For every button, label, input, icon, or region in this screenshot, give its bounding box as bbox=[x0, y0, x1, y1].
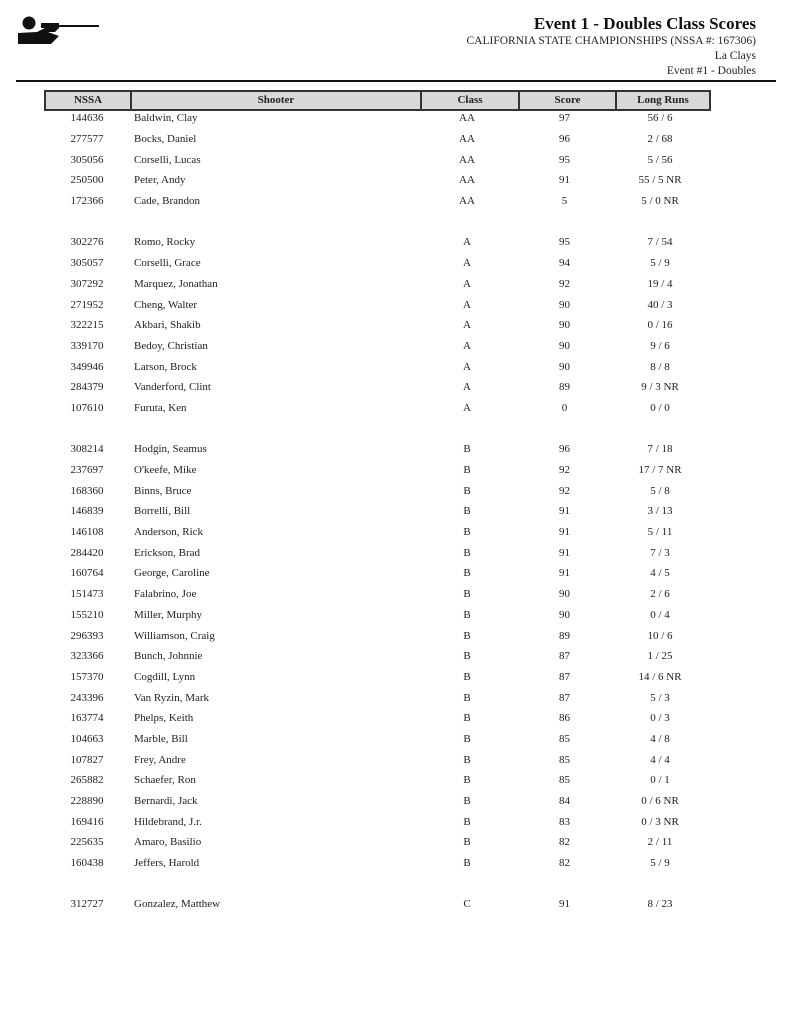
score-cell: 5 bbox=[561, 195, 568, 208]
nssa-cell: 284379 bbox=[70, 381, 104, 394]
shooter-cell: Akbari, Shakib bbox=[134, 319, 201, 332]
nssa-cell: 163774 bbox=[70, 712, 104, 725]
group-spacer bbox=[44, 418, 711, 439]
long-runs-cell: 8 / 8 bbox=[650, 360, 670, 373]
shooter-cell: Marquez, Jonathan bbox=[134, 277, 218, 290]
long-runs-cell: 5 / 56 bbox=[647, 153, 673, 166]
table-row bbox=[44, 749, 711, 770]
score-cell: 91 bbox=[559, 505, 570, 518]
class-cell: B bbox=[463, 691, 471, 704]
nssa-cell: 308214 bbox=[70, 443, 104, 456]
nssa-cell: 151473 bbox=[70, 588, 104, 601]
nssa-cell: 339170 bbox=[70, 339, 104, 352]
table-row bbox=[44, 605, 711, 626]
long-runs-cell: 8 / 23 bbox=[647, 898, 673, 911]
table-row bbox=[44, 460, 711, 481]
table-row bbox=[44, 191, 711, 212]
score-cell: 96 bbox=[559, 443, 570, 456]
score-cell: 91 bbox=[559, 546, 570, 559]
table-row bbox=[44, 811, 711, 832]
long-runs-cell: 14 / 6 NR bbox=[638, 670, 682, 683]
score-cell: 95 bbox=[559, 236, 570, 249]
nssa-cell: 237697 bbox=[70, 464, 104, 477]
class-cell: AA bbox=[459, 112, 475, 125]
shooter-cell: Frey, Andre bbox=[134, 753, 186, 766]
score-cell: 90 bbox=[559, 588, 570, 601]
scores-table-body bbox=[44, 108, 711, 915]
long-runs-cell: 2 / 6 bbox=[650, 588, 670, 601]
nssa-cell: 277577 bbox=[70, 133, 104, 146]
shooter-cell: Larson, Brock bbox=[134, 360, 197, 373]
shooter-cell: Binns, Bruce bbox=[134, 484, 192, 497]
nssa-cell: 305056 bbox=[70, 153, 104, 166]
shooter-cell: Bedoy, Christian bbox=[134, 339, 208, 352]
shooter-cell: Corselli, Lucas bbox=[134, 153, 201, 166]
club-name: La Clays bbox=[714, 50, 756, 62]
shooter-cell: Phelps, Keith bbox=[134, 712, 194, 725]
nssa-cell: 265882 bbox=[70, 774, 104, 787]
shooter-cell: Bocks, Daniel bbox=[134, 133, 197, 146]
table-row bbox=[44, 522, 711, 543]
long-runs-cell: 2 / 11 bbox=[647, 836, 673, 849]
table-row bbox=[44, 708, 711, 729]
long-runs-cell: 7 / 54 bbox=[647, 236, 673, 249]
shooter-cell: O'keefe, Mike bbox=[134, 464, 197, 477]
nssa-cell: 107827 bbox=[70, 753, 104, 766]
class-cell: B bbox=[463, 443, 471, 456]
table-row bbox=[44, 294, 711, 315]
report-header bbox=[467, 14, 757, 79]
nssa-cell: 146839 bbox=[70, 505, 104, 518]
column-header-shooter: Shooter bbox=[130, 92, 420, 109]
class-cell: B bbox=[463, 608, 471, 621]
table-row bbox=[44, 377, 711, 398]
shooter-cell: Miller, Murphy bbox=[134, 608, 202, 621]
nssa-cell: 250500 bbox=[70, 174, 104, 187]
long-runs-cell: 4 / 4 bbox=[650, 753, 670, 766]
shooter-cell: Borrelli, Bill bbox=[134, 505, 191, 518]
long-runs-cell: 2 / 68 bbox=[647, 133, 673, 146]
shooter-cell: Bunch, Johnnie bbox=[134, 650, 203, 663]
table-row bbox=[44, 274, 711, 295]
score-cell: 92 bbox=[559, 464, 570, 477]
shooter-cell: Cade, Brandon bbox=[134, 195, 200, 208]
long-runs-cell: 4 / 5 bbox=[650, 567, 670, 580]
table-row bbox=[44, 108, 711, 129]
score-cell: 85 bbox=[559, 774, 570, 787]
nssa-cell: 168360 bbox=[70, 484, 104, 497]
class-cell: A bbox=[463, 257, 471, 270]
score-cell: 91 bbox=[559, 526, 570, 539]
long-runs-cell: 0 / 0 bbox=[650, 401, 670, 414]
long-runs-cell: 0 / 3 NR bbox=[641, 815, 679, 828]
nssa-cell: 271952 bbox=[70, 298, 104, 311]
class-cell: A bbox=[463, 360, 471, 373]
shooter-cell: Furuta, Ken bbox=[134, 401, 187, 414]
shooter-cell: Corselli, Grace bbox=[134, 257, 201, 270]
group-spacer bbox=[44, 211, 711, 232]
score-cell: 89 bbox=[559, 381, 570, 394]
long-runs-cell: 5 / 9 bbox=[650, 857, 670, 870]
score-cell: 95 bbox=[559, 153, 570, 166]
table-row bbox=[44, 439, 711, 460]
nssa-cell: 349946 bbox=[70, 360, 104, 373]
class-cell: B bbox=[463, 857, 471, 870]
long-runs-cell: 56 / 6 bbox=[647, 112, 673, 125]
shooter-cell: Cheng, Walter bbox=[134, 298, 198, 311]
score-cell: 87 bbox=[559, 670, 570, 683]
score-cell: 90 bbox=[559, 608, 570, 621]
score-cell: 86 bbox=[559, 712, 570, 725]
class-cell: B bbox=[463, 588, 471, 601]
long-runs-cell: 0 / 3 bbox=[650, 712, 670, 725]
report-title: Event 1 - Doubles Class Scores bbox=[533, 14, 756, 33]
shooter-cell: Anderson, Rick bbox=[134, 526, 204, 539]
column-header-class: Class bbox=[420, 92, 518, 109]
score-cell: 94 bbox=[559, 257, 570, 270]
long-runs-cell: 5 / 3 bbox=[650, 691, 670, 704]
score-cell: 84 bbox=[559, 795, 570, 808]
long-runs-cell: 4 / 8 bbox=[650, 732, 670, 745]
column-header-score: Score bbox=[518, 92, 615, 109]
score-cell: 87 bbox=[559, 691, 570, 704]
score-cell: 91 bbox=[559, 898, 570, 911]
long-runs-cell: 17 / 7 NR bbox=[638, 464, 682, 477]
class-cell: B bbox=[463, 836, 471, 849]
shooter-cell: Van Ryzin, Mark bbox=[134, 691, 210, 704]
score-cell: 92 bbox=[559, 277, 570, 290]
table-row bbox=[44, 832, 711, 853]
header-divider bbox=[16, 80, 776, 82]
nssa-cell: 305057 bbox=[70, 257, 104, 270]
score-cell: 85 bbox=[559, 753, 570, 766]
class-cell: A bbox=[463, 236, 471, 249]
shooter-cell: George, Caroline bbox=[134, 567, 210, 580]
table-row bbox=[44, 667, 711, 688]
table-row bbox=[44, 232, 711, 253]
shooter-cell: Jeffers, Harold bbox=[134, 857, 200, 870]
championship-name: CALIFORNIA STATE CHAMPIONSHIPS (NSSA #: 167306) bbox=[466, 35, 756, 47]
table-row bbox=[44, 501, 711, 522]
shooter-cell: Erickson, Brad bbox=[134, 546, 200, 559]
event-name: Event #1 - Doubles bbox=[666, 65, 756, 77]
nssa-cell: 172366 bbox=[70, 195, 104, 208]
shooter-cell: Bernardi, Jack bbox=[134, 795, 198, 808]
nssa-cell: 107610 bbox=[70, 401, 104, 414]
nssa-cell: 312727 bbox=[70, 898, 104, 911]
class-cell: A bbox=[463, 277, 471, 290]
column-header-nssa: NSSA bbox=[73, 94, 103, 106]
class-cell: B bbox=[463, 484, 471, 497]
score-cell: 82 bbox=[559, 836, 570, 849]
nssa-cell: 144636 bbox=[70, 112, 104, 125]
class-cell: B bbox=[463, 670, 471, 683]
table-row bbox=[44, 687, 711, 708]
class-cell: A bbox=[463, 381, 471, 394]
class-cell: A bbox=[463, 319, 471, 332]
score-cell: 96 bbox=[559, 133, 570, 146]
score-cell: 92 bbox=[559, 484, 570, 497]
long-runs-cell: 9 / 6 bbox=[650, 339, 670, 352]
class-cell: AA bbox=[459, 174, 475, 187]
table-row bbox=[44, 894, 711, 915]
shooter-cell: Amaro, Basilio bbox=[134, 836, 202, 849]
long-runs-cell: 5 / 9 bbox=[650, 257, 670, 270]
nssa-cell: 160438 bbox=[70, 857, 104, 870]
table-row bbox=[44, 729, 711, 750]
long-runs-cell: 0 / 6 NR bbox=[641, 795, 679, 808]
group-spacer bbox=[44, 873, 711, 894]
class-cell: B bbox=[463, 567, 471, 580]
long-runs-cell: 0 / 16 bbox=[647, 319, 673, 332]
long-runs-cell: 5 / 0 NR bbox=[641, 195, 679, 208]
nssa-cell: 225635 bbox=[70, 836, 104, 849]
long-runs-cell: 1 / 25 bbox=[647, 650, 673, 663]
score-cell: 87 bbox=[559, 650, 570, 663]
table-row bbox=[44, 170, 711, 191]
class-cell: B bbox=[463, 629, 471, 642]
class-cell: B bbox=[463, 650, 471, 663]
score-cell: 90 bbox=[559, 298, 570, 311]
nssa-cell: 302276 bbox=[70, 236, 104, 249]
class-cell: AA bbox=[459, 153, 475, 166]
table-row bbox=[44, 770, 711, 791]
table-row bbox=[44, 356, 711, 377]
long-runs-cell: 9 / 3 NR bbox=[641, 381, 679, 394]
nssa-cell: 322215 bbox=[70, 319, 104, 332]
class-cell: B bbox=[463, 795, 471, 808]
class-cell: B bbox=[463, 526, 471, 539]
table-row bbox=[44, 480, 711, 501]
long-runs-cell: 5 / 11 bbox=[647, 526, 673, 539]
long-runs-cell: 3 / 13 bbox=[647, 505, 673, 518]
nssa-cell: 160764 bbox=[70, 567, 104, 580]
long-runs-cell: 5 / 8 bbox=[650, 484, 670, 497]
class-cell: B bbox=[463, 753, 471, 766]
nssa-cell: 323366 bbox=[70, 650, 104, 663]
nssa-cell: 296393 bbox=[70, 629, 104, 642]
table-row bbox=[44, 129, 711, 150]
long-runs-cell: 10 / 6 bbox=[647, 629, 673, 642]
class-cell: B bbox=[463, 815, 471, 828]
shooter-cell: Hodgin, Seamus bbox=[134, 443, 207, 456]
class-cell: AA bbox=[459, 195, 475, 208]
class-cell: A bbox=[463, 401, 471, 414]
shooter-cell: Peter, Andy bbox=[134, 174, 186, 187]
table-row bbox=[44, 336, 711, 357]
shooter-cell: Williamson, Craig bbox=[134, 629, 215, 642]
table-row bbox=[44, 542, 711, 563]
table-row bbox=[44, 398, 711, 419]
class-cell: B bbox=[463, 505, 471, 518]
score-cell: 91 bbox=[559, 567, 570, 580]
table-row bbox=[44, 563, 711, 584]
class-cell: A bbox=[463, 298, 471, 311]
table-row bbox=[44, 791, 711, 812]
class-cell: B bbox=[463, 774, 471, 787]
table-row bbox=[44, 315, 711, 336]
long-runs-cell: 19 / 4 bbox=[647, 277, 673, 290]
shooter-cell: Romo, Rocky bbox=[134, 236, 196, 249]
score-cell: 82 bbox=[559, 857, 570, 870]
score-cell: 83 bbox=[559, 815, 570, 828]
nssa-cell: 157370 bbox=[70, 670, 104, 683]
score-cell: 85 bbox=[559, 732, 570, 745]
shooter-cell: Vanderford, Clint bbox=[134, 381, 211, 394]
score-cell: 0 bbox=[561, 401, 568, 414]
long-runs-cell: 7 / 18 bbox=[647, 443, 673, 456]
shooter-cell: Baldwin, Clay bbox=[134, 112, 198, 125]
score-cell: 90 bbox=[559, 339, 570, 352]
table-row bbox=[44, 253, 711, 274]
nssa-cell: 243396 bbox=[70, 691, 104, 704]
shooter-cell: Schaefer, Ron bbox=[134, 774, 196, 787]
shooter-cell: Falabrino, Joe bbox=[134, 588, 197, 601]
nssa-cell: 307292 bbox=[70, 277, 104, 290]
long-runs-cell: 0 / 1 bbox=[650, 774, 670, 787]
table-row bbox=[44, 149, 711, 170]
nssa-cell: 104663 bbox=[70, 732, 104, 745]
class-cell: B bbox=[463, 546, 471, 559]
class-cell: C bbox=[463, 898, 471, 911]
table-row bbox=[44, 853, 711, 874]
long-runs-cell: 0 / 4 bbox=[650, 608, 670, 621]
nssa-cell: 169416 bbox=[70, 815, 104, 828]
shooter-cell: Gonzalez, Matthew bbox=[134, 898, 221, 911]
score-cell: 90 bbox=[559, 360, 570, 373]
nssa-cell: 284420 bbox=[70, 546, 104, 559]
nssa-cell: 155210 bbox=[70, 608, 104, 621]
table-row bbox=[44, 646, 711, 667]
score-cell: 90 bbox=[559, 319, 570, 332]
shooter-cell: Cogdill, Lynn bbox=[134, 670, 196, 683]
long-runs-cell: 55 / 5 NR bbox=[638, 174, 682, 187]
table-row bbox=[44, 625, 711, 646]
shooter-cell: Hildebrand, J.r. bbox=[134, 815, 202, 828]
score-cell: 91 bbox=[559, 174, 570, 187]
class-cell: B bbox=[463, 464, 471, 477]
score-cell: 97 bbox=[559, 112, 570, 125]
long-runs-cell: 7 / 3 bbox=[650, 546, 670, 559]
class-cell: A bbox=[463, 339, 471, 352]
class-cell: B bbox=[463, 712, 471, 725]
long-runs-cell: 40 / 3 bbox=[647, 298, 673, 311]
table-row bbox=[44, 584, 711, 605]
class-cell: B bbox=[463, 732, 471, 745]
shooter-rifle-icon bbox=[15, 14, 101, 48]
nssa-cell: 228890 bbox=[70, 795, 104, 808]
column-header-long-runs: Long Runs bbox=[615, 92, 709, 109]
shooter-cell: Marble, Bill bbox=[134, 732, 188, 745]
nssa-cell: 146108 bbox=[70, 526, 104, 539]
score-cell: 89 bbox=[559, 629, 570, 642]
class-cell: AA bbox=[459, 133, 475, 146]
